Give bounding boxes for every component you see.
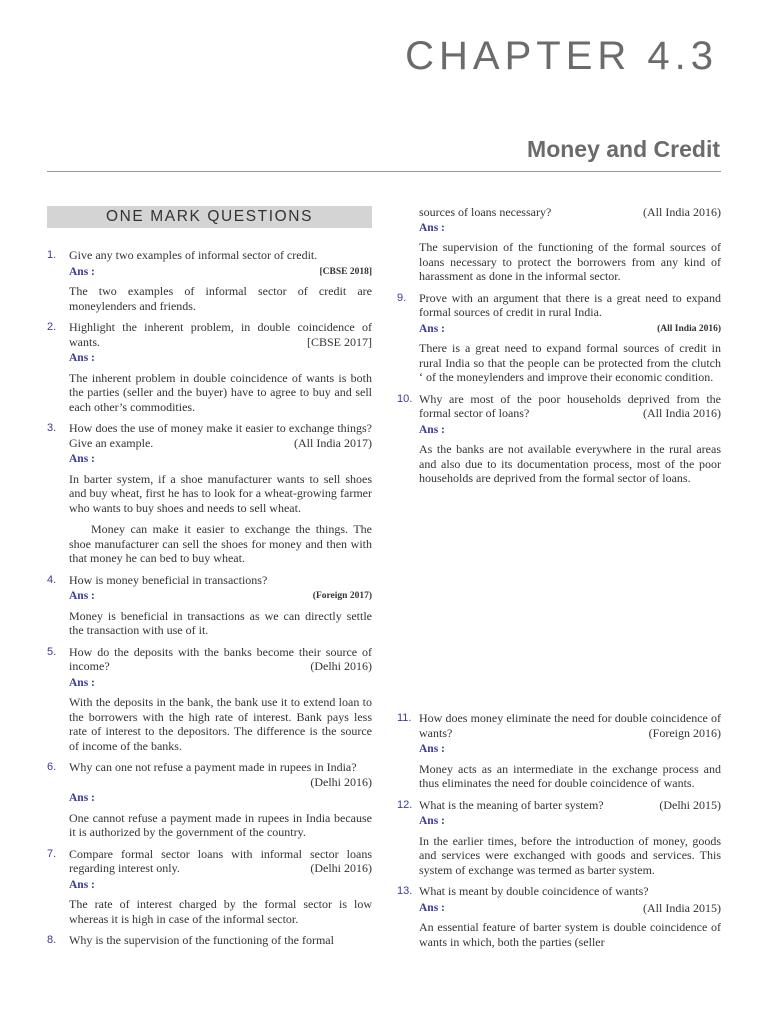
- answer-label: Ans :: [69, 878, 95, 891]
- chapter-heading: CHAPTER 4.3: [405, 34, 718, 78]
- question-text: How do the deposits with the banks become their source of income?: [69, 644, 372, 673]
- question-text: Prove with an argument that there is a great need to expand formal sources of credit in rural India.: [419, 290, 721, 319]
- answer-label: Ans :: [419, 743, 445, 755]
- question-source: (Foreign 2017): [312, 591, 372, 601]
- answer-label-row: [419, 221, 721, 236]
- answer-label-row: [69, 676, 372, 691]
- question-body: [69, 760, 372, 789]
- answer-label-row: [69, 452, 372, 467]
- question-body: [69, 645, 372, 674]
- answer-label: Ans :: [69, 352, 95, 364]
- question-text: Why can one not refuse a payment made in rupees in India?: [69, 760, 357, 774]
- question-number: 7.: [47, 847, 57, 860]
- question-2: [47, 320, 372, 349]
- answer-label: Ans :: [419, 901, 445, 914]
- question-6: [47, 760, 372, 789]
- question-body: [69, 421, 372, 450]
- question-1: [47, 248, 372, 263]
- answer-label-row: [419, 814, 721, 829]
- question-number: 9.: [397, 291, 407, 304]
- question-text: Compare formal sector loans with informal sector loans regarding interest only.: [69, 846, 372, 875]
- answer-text: In the earlier times, before the introduction of money, goods and services were exchanged with goods and services. This system of exchange was termed as barter system.: [419, 833, 721, 877]
- answer-label-row: [69, 791, 372, 806]
- question-number: 10.: [397, 392, 413, 405]
- question-4: [47, 573, 372, 588]
- question-number: 6.: [47, 761, 57, 773]
- question-body: [419, 798, 721, 813]
- question-source: (All India 2016): [643, 406, 721, 420]
- answer-label: Ans :: [419, 423, 445, 436]
- question-8: [47, 933, 372, 948]
- question-5: [47, 645, 372, 674]
- question-source: (Foreign 2016): [648, 725, 721, 740]
- answer-label: Ans :: [69, 792, 95, 804]
- answer-label: Ans :: [69, 265, 95, 278]
- question-body: [419, 392, 721, 421]
- question-text: Why is the supervision of the functioning of the formal: [69, 933, 334, 947]
- answer-text: An essential feature of barter system is double coincidence of wants in which, both the parties (seller: [419, 920, 721, 949]
- answer-text: The inherent problem in double coincidence of wants is both the parties (seller and the buyer) have to agree to buy and sell each other’s commodities.: [69, 370, 372, 414]
- question-11: [397, 711, 721, 740]
- question-source: (All India 2016): [643, 205, 721, 219]
- question-text: How does money eliminate the need for double coincidence of wants?: [419, 711, 721, 740]
- right-column-top: [397, 205, 721, 493]
- answer-label-row: [69, 878, 372, 893]
- answer-text: As the banks are not available everywhere in the rural areas and also due to its documentation process, most of the poor households are deprived from the formal sector of loans.: [419, 442, 721, 485]
- question-source: (Delhi 2016): [310, 659, 372, 673]
- answer-text: Money acts as an intermediate in the exchange process and thus eliminates the need for double coincidence of wants.: [419, 761, 721, 790]
- answer-label-row: [419, 423, 721, 438]
- question-source: [CBSE 2018]: [319, 266, 372, 277]
- question-text: What is meant by double coincidence of wants?: [419, 884, 649, 898]
- answer-label: Ans :: [69, 676, 95, 689]
- question-source: [CBSE 2017]: [306, 334, 372, 349]
- question-number: 8.: [47, 934, 57, 946]
- answer-label-row: [69, 589, 372, 604]
- answer-text: With the deposits in the bank, the bank use it to extend loan to the borrowers with the high rate of interest. Bank pays less rate of interest to the depositors. The difference is the source of income of the banks.: [69, 695, 372, 753]
- question-text: What is the meaning of barter system?: [419, 797, 604, 812]
- answer-text: There is a great need to expand formal sources of credit in rural India so that the people can be protected from the clutch ‘ of the moneylenders and improve their economic condition.: [419, 341, 721, 384]
- question-9: [397, 291, 721, 320]
- question-source: (All India 2015): [643, 900, 721, 915]
- chapter-title: Money and Credit: [527, 136, 720, 162]
- question-number: 3.: [47, 422, 57, 434]
- question-13: [397, 884, 721, 899]
- answer-label: Ans :: [69, 590, 95, 602]
- question-number: 1.: [47, 249, 57, 261]
- question-7: [47, 847, 372, 876]
- answer-label: Ans :: [419, 815, 445, 827]
- question-12: [397, 798, 721, 813]
- answer-text-continued: Money can make it easier to exchange the things. The shoe manufacturer can sell the shoes for money and then with that money he can bed to buy wheat.: [69, 522, 372, 565]
- answer-label-row: [419, 901, 721, 916]
- question-number: 11.: [397, 712, 412, 724]
- question-source: (All India 2016): [657, 323, 721, 334]
- question-source: (Delhi 2016): [310, 861, 372, 875]
- question-source: (Delhi 2016): [310, 774, 372, 789]
- answer-label-row: [69, 351, 372, 366]
- question-body: [69, 847, 372, 876]
- question-text: How is money beneficial in transactions?: [69, 572, 268, 587]
- question-number: 12.: [397, 798, 413, 811]
- question-source: (Delhi 2015): [659, 797, 721, 812]
- question-text: Give any two examples of informal sector of credit.: [69, 248, 318, 262]
- question-text: How does the use of money make it easier to exchange things? Give an example.: [69, 421, 372, 450]
- answer-text: The rate of interest charged by the formal sector is low whereas it is high in case of the informal sector.: [69, 897, 372, 926]
- question-text-continued: sources of loans necessary?: [419, 205, 552, 219]
- left-column: [47, 248, 372, 950]
- question-number: 2.: [47, 321, 57, 333]
- question-body: [69, 320, 372, 349]
- answer-label: Ans :: [69, 453, 95, 465]
- answer-label: Ans :: [419, 221, 445, 234]
- answer-label-row: [419, 322, 721, 337]
- question-number: 4.: [47, 573, 57, 586]
- answer-text: Money is beneficial in transactions as we can directly settle the transaction with use of it.: [69, 608, 372, 637]
- right-column-bottom: [397, 711, 721, 956]
- answer-text: The supervision of the functioning of the formal sources of loans necessary to protect the borrowers from any kind of harassment as done in the informal sector.: [419, 240, 721, 283]
- section-heading: ONE MARK QUESTIONS: [47, 206, 372, 228]
- question-number: 13.: [397, 885, 413, 897]
- answer-label-row: [419, 742, 721, 757]
- question-source: (All India 2017): [294, 435, 372, 450]
- answer-label: Ans :: [419, 322, 445, 335]
- question-number: 5.: [47, 645, 57, 658]
- title-divider: [47, 171, 721, 172]
- answer-text: One cannot refuse a payment made in rupees in India because it is authorized by the government of the country.: [69, 810, 372, 839]
- answer-text: The two examples of informal sector of credit are moneylenders and friends.: [69, 284, 372, 313]
- answer-label-row: [69, 265, 372, 280]
- question-body: [419, 711, 721, 740]
- question-3: [47, 421, 372, 450]
- question-10: [397, 392, 721, 421]
- question-text: Highlight the inherent problem, in double coincidence of wants.: [69, 320, 372, 349]
- question-8-continued: [419, 205, 721, 220]
- question-text: Why are most of the poor households deprived from the formal sector of loans?: [419, 391, 721, 420]
- answer-text: In barter system, if a shoe manufacturer wants to sell shoes and buy wheat, first he has to look for a wheat-growing farmer who wants to buy shoes and needs to sell wheat.: [69, 471, 372, 515]
